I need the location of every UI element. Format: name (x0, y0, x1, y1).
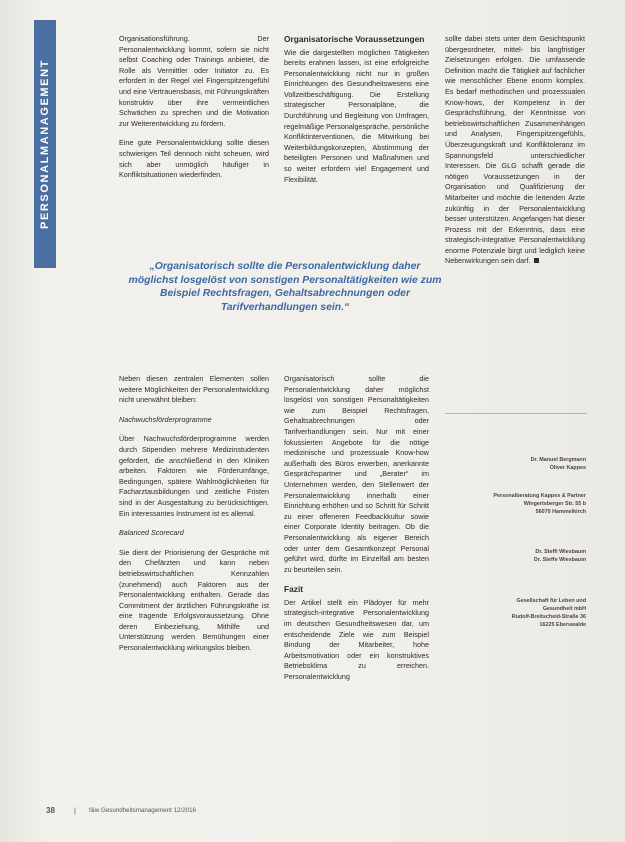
col1b-paragraph-3: Sie dient der Priorisierung der Gespräche mit den Chefärzten und kann neben betriebswirtschaftlichen Kennzahlen (zunehmend) auch Faktoren aus der Personalentwicklung enthalten. Gerade das Commitment der ärztlichen Führungskräfte ist eine tragende Erfolgsvoraussetzung. Ohne deren Einbeziehung, Mithilfe und Unterstützung werden Bemühungen einer Personalentwicklung wirkungslos bleiben. (119, 547, 269, 653)
column-3-top (445, 34, 585, 276)
contact-author-2: Dr. Steffi Wiesbaum Dr. Steffe Wiesbaum (533, 549, 586, 563)
column-2-top (284, 34, 429, 194)
contact-author-1: Dr. Manuel Bergmann Oliver Kappes (530, 457, 586, 471)
col1b-subheading-2: Balanced Scorecard (119, 528, 184, 538)
col1b-subheading-1: Nachwuchsförderprogramme (119, 414, 212, 424)
footer-source: f&w Gesundheitsmanagement 12/2016 (89, 807, 196, 814)
divider (445, 413, 587, 414)
contact-address-2: Gesellschaft für Leben und Gesundheit mbH Rudolf-Breitscheid-Straße 36 16225 Eberswalde (511, 598, 586, 628)
section-label-text: PERSONALMANAGEMENT (39, 59, 51, 229)
column-2-bottom (284, 374, 429, 692)
page-footer (46, 805, 589, 817)
col2b-paragraph-2: Der Artikel stellt ein Plädoyer für mehr strategisch-integrative Personalentwicklung im deutschen Gesundheitswesen dar, um entscheidende Ziele wie zum Beispiel Bindung der Mitarbeiter, hohe Arbeitsmotivation oder ein konstruktives Betriebsklima zu erreichen. Personalentwicklung (284, 597, 429, 681)
page-number: 38 (46, 806, 55, 815)
contact-address-1: Personalberatung Kappes & Partner Wingertsberger Str. 55 b 56070 Hammelkirch (493, 493, 586, 515)
pull-quote: „Organisatorisch sollte die Personalentwicklung daher möglichst losgelöst von sonstigen Personaltätigkeiten wie zum Beispiel Rechtsfragen, Gehaltsabrechnungen oder Tarifverhandlungen sein.“ (128, 261, 442, 313)
col2b-heading: Fazit (284, 584, 304, 595)
col2-heading: Organisatorische Voraussetzungen (284, 34, 425, 44)
col1b-paragraph-1: Neben diesen zentralen Elementen sollen weitere Möglichkeiten der Personalentwicklung nicht unerwähnt bleiben: (119, 374, 269, 405)
col1-paragraph-1: Organisationsführung. Der Personalentwicklung kommt, sofern sie nicht selbst Coaching oder Trainings anbietet, die Rolle als Vermittler oder Initiator zu. Es erfordert in der Regel viel Fingerspitzengefühl und eine Vertrauensbasis, mit Führungskräften konstruktiv über ihre vermeintlichen Schwächen zu sprechen und die Motivation zur Weiterentwicklung zu fördern. (119, 34, 269, 128)
col1-paragraph-2: Eine gute Personalentwicklung sollte diesen schwierigen Teil dennoch nicht scheuen, wird sich aber unmöglich häufiger in Konfliktsituationen wiederfinden. (119, 138, 269, 180)
footer-separator: | (74, 806, 76, 815)
section-label (34, 20, 56, 268)
col3-paragraph-1 (445, 34, 585, 267)
col1b-paragraph-2: Über Nachwuchsförderprogramme werden durch Stipendien mehrere Medizinstudenten gefördert, die anschließend in den Kliniken arbeiten. Faktoren wie Förderumfänge, Bedingungen, spätere Wahlmöglichkeiten für Facharztausbildungen und zeitliche Fristen sind in der Ausgestaltung zu berücksichtigen. Ein interessantes Instrument ist es allemal. (119, 434, 269, 518)
col2-paragraph-1: Wie die dargestellten möglichen Tätigkeiten bereits erahnen lassen, ist eine erfolgreiche Personalentwicklung nicht nur in großen Einrichtungen des Gesundheitswesens eine Vollzeitbeschäftigung. Die Erstellung strategischer Personalpläne, die Durchführung und Begleitung von Umfragen, regelmäßige Personalgespräche, persönliche Konfliktinterventionen, die Mitwirkung bei Weiterbildungskonzepten, Abstimmung der beteiligten Personen und Maßnahmen und so weiter erfordern viel Engagement und Flexibilität. (284, 47, 429, 184)
column-1-top (119, 34, 269, 190)
col2b-paragraph-1: Organisatorisch sollte die Personalentwicklung daher möglichst losgelöst von sonstigen Personaltätigkeiten wie zum Beispiel Rechtsfragen, Gehaltsabrechnungen oder Tarifverhandlungen sein. Nur mit einer fokussierten Angebote für die nötige medizinische und prozessuale Know-how außerhalb des Büros erwerben, anerkannte Gesprächspartner und „Berater“ im Unternehmen werden, den Stellenwert der Personalentwicklung innerhalb einer Einrichtung erhöhen und so Schritt für Schritt zu einer offeneren Feedbackkultur sowie einer Corporate Identity beitragen. Ob die Personalentwicklung als eigener Bereich oder unter dem Gesamtkonzept Personal geführt wird, dürfte im Einzelfall am besten zu beurteilen sein. (284, 374, 429, 574)
col3-text: sollte dabei stets unter dem Gesichtspunkt übergeordneter, mittel- bis langfristiger Zielsetzungen erfolgen. Die umfassende Definition macht die Tätigkeit auf fachlicher wie menschlicher Ebene enorm komplex. Es bedarf methodischen und prozessualen Know-hows, der Kompetenz in der Gesprächsführung, der Kenntnisse von betriebswirtschaftlichen Zusammenhängen und Analysen, Fingerspitzengefühls, Überzeugungskraft und Konfliktoleranz im Spannungsfeld unterschiedlicher Interessen. Die GLG schafft gerade die nötigen Voraussetzungen in der Organisation und Qualifizierung der Mitarbeiter und möchte die leitenden Ärzte zukünftig in der Personalentwicklung besser unterstützen. Angefangen hat dieser Prozess mit der Erkenntnis, dass eine strategisch-integrative Personalentwicklung enorme Potenziale birgt und lediglich keine Nebenwirkungen sein darf. (445, 34, 585, 266)
column-1-bottom (119, 374, 269, 663)
end-mark-icon (534, 258, 539, 263)
